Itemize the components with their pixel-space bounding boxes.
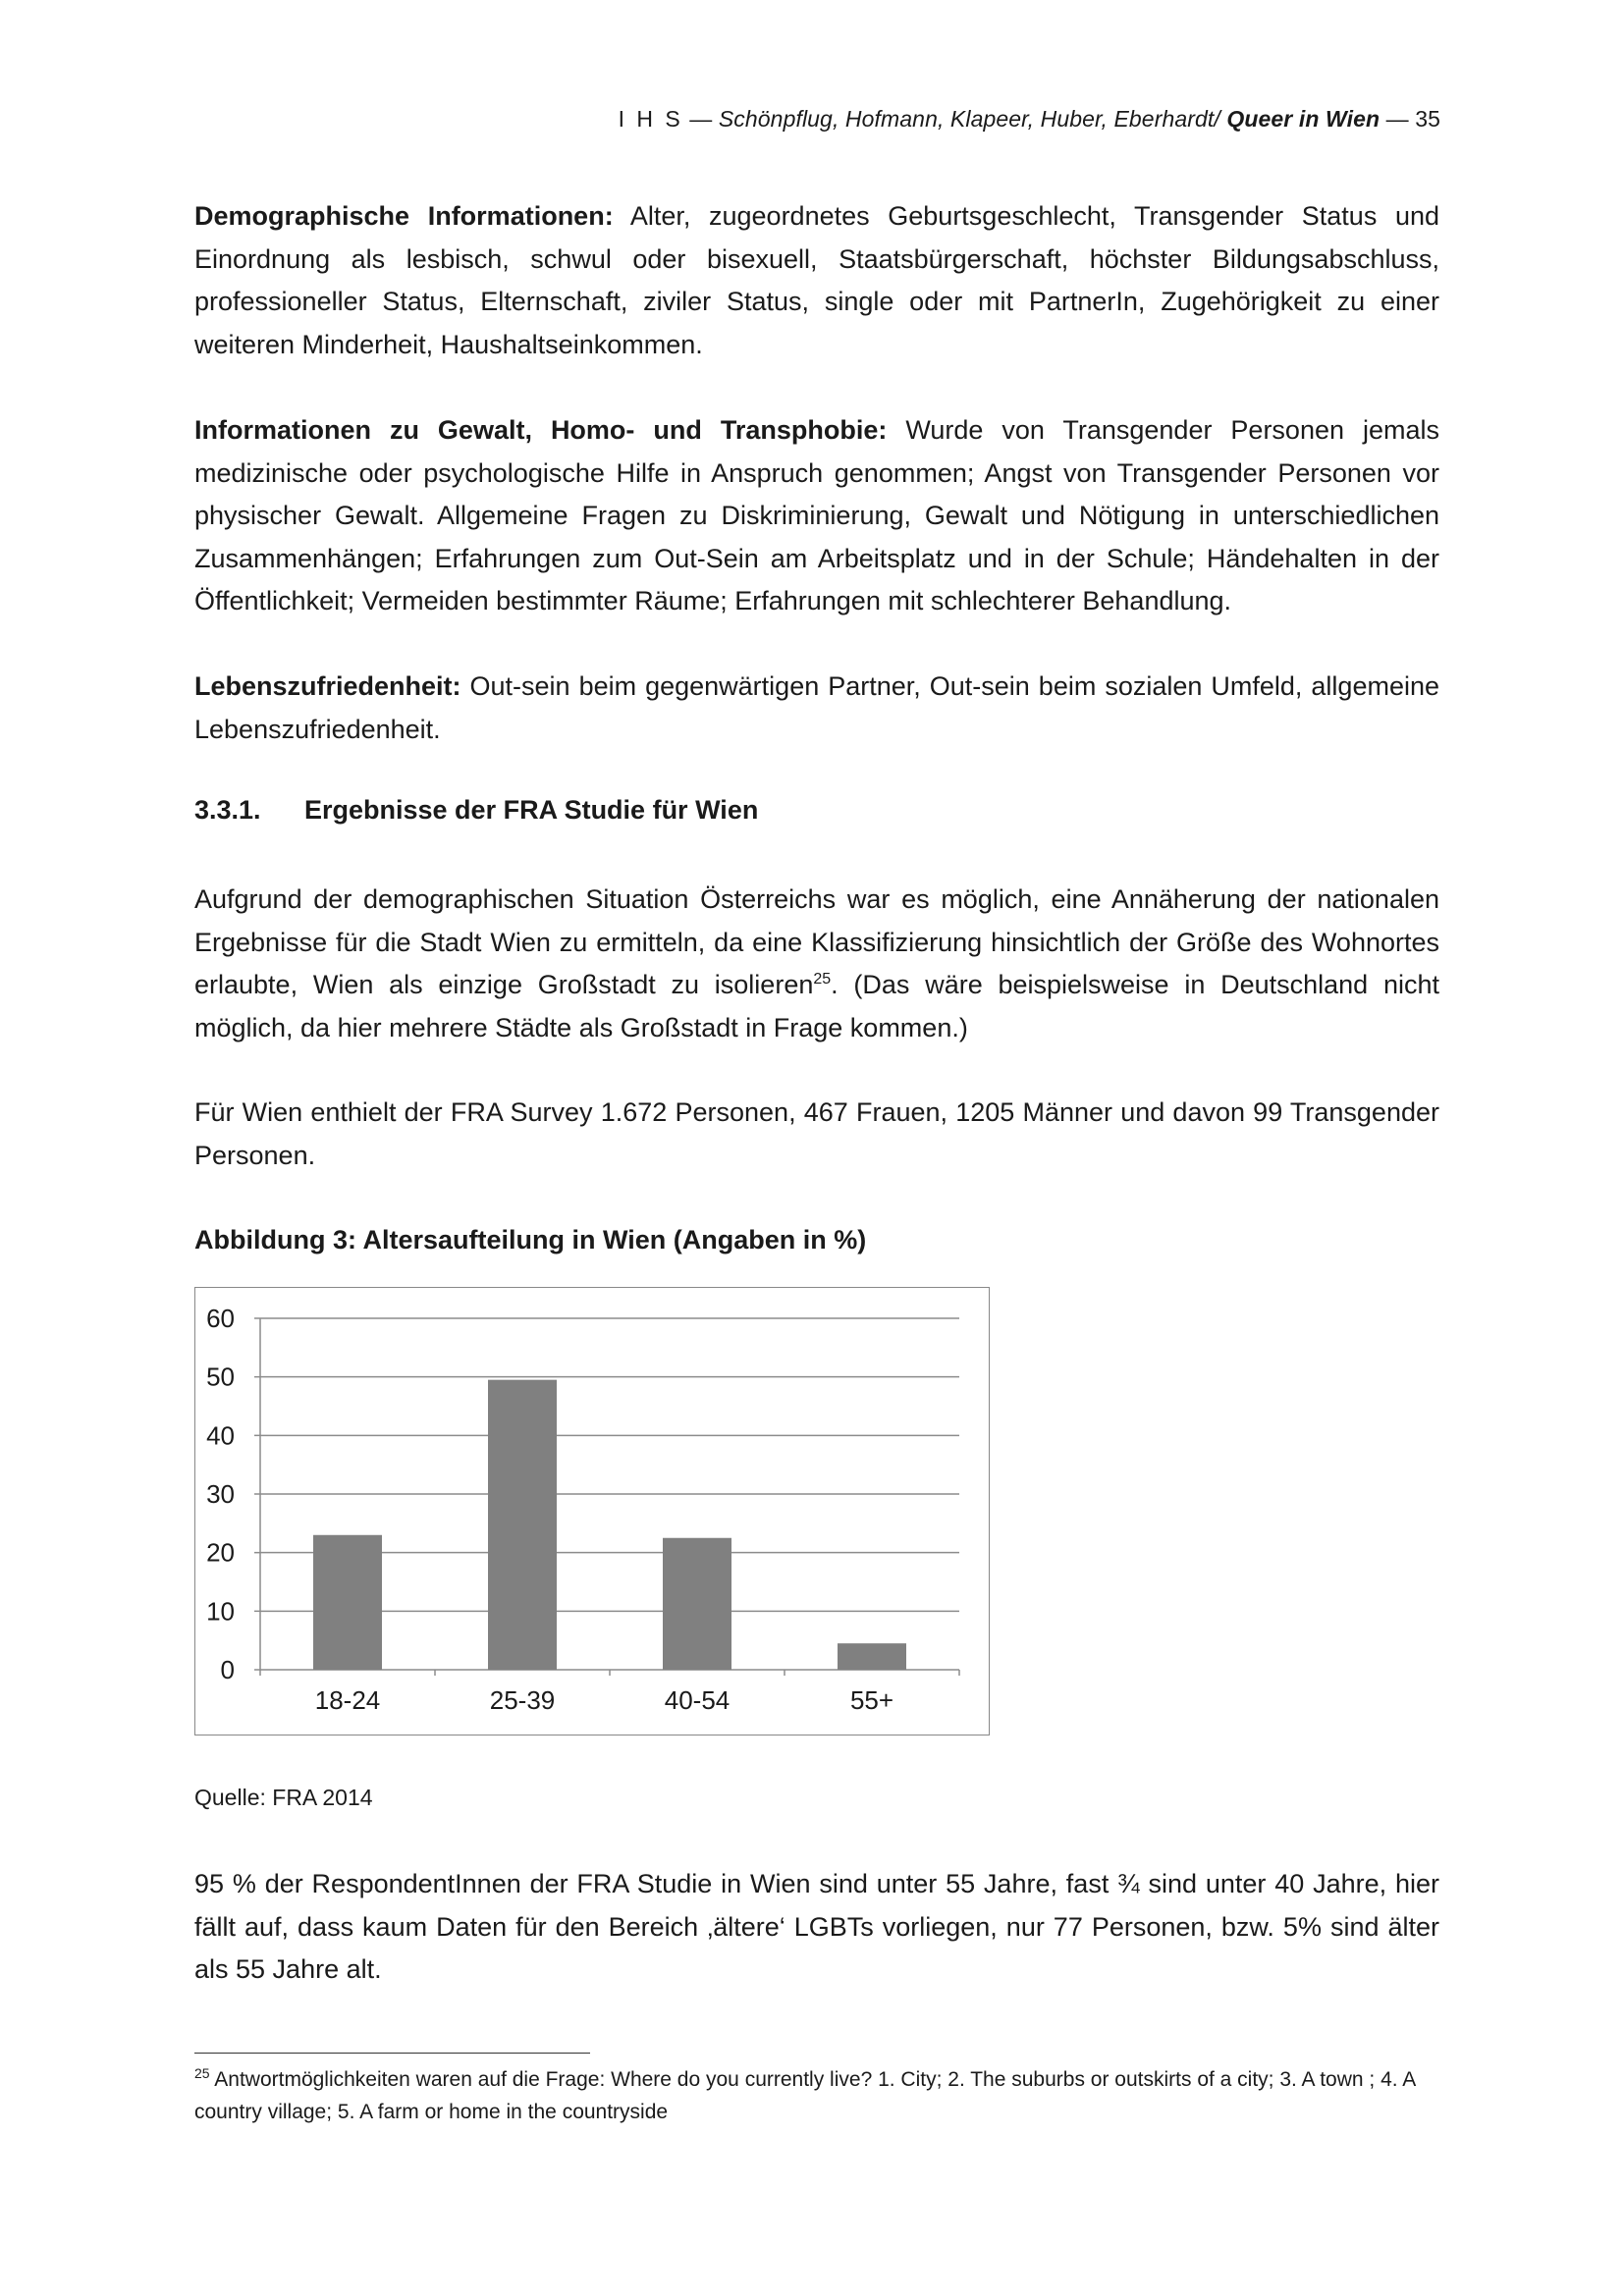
paragraph-conclusion [194, 1863, 1439, 1992]
figure-caption: Abbildung 3: Altersaufteilung in Wien (Angaben in %) [194, 1225, 867, 1255]
header-title: Queer in Wien [1226, 106, 1380, 132]
bar-chart [194, 1287, 990, 1735]
y-tick-label: 10 [206, 1596, 235, 1627]
x-category-label: 25-39 [489, 1685, 556, 1715]
satisfaction-label: Lebenszufriedenheit: [194, 671, 461, 701]
paragraph-demographics [194, 195, 1439, 366]
running-header [619, 106, 1440, 133]
section-number: 3.3.1. [194, 795, 261, 825]
y-tick-label: 60 [206, 1304, 235, 1333]
paragraph-satisfaction [194, 666, 1439, 751]
bar-40-54 [663, 1538, 731, 1670]
paragraph-results [194, 879, 1439, 1049]
header-authors: Schönpflug, Hofmann, Klapeer, Huber, Eberhardt/ [718, 106, 1227, 132]
header-dash: — [1380, 106, 1416, 132]
bar-18-24 [313, 1535, 382, 1670]
footnote-text: Antwortmöglichkeiten waren auf die Frage: Where do you currently live? 1. City; 2. The suburbs or outskirts of a city; 3. A town ; 4. A country village; 5. A farm or home in the countryside [194, 2068, 1416, 2123]
y-tick-label: 40 [206, 1420, 235, 1451]
footnote-number: 25 [194, 2065, 210, 2081]
bar-55+ [838, 1643, 906, 1670]
footnote [194, 2063, 1443, 2128]
paragraph-survey [194, 1092, 1439, 1177]
satisfaction-text: Out-sein beim gegenwärtigen Partner, Out-sein beim sozialen Umfeld, allgemeine Lebenszufriedenheit. [194, 671, 1439, 744]
chart-svg [195, 1288, 991, 1736]
results-text-end: . (Das wäre beispielsweise in Deutschland nicht möglich, da hier mehrere Städte als Großstadt in Frage kommen.) [194, 970, 1439, 1042]
footnote-reference[interactable]: 25 [813, 971, 832, 988]
demographics-text: Alter, zugeordnetes Geburtsgeschlecht, Transgender Status und Einordnung als lesbisch, schwul oder bisexuell, Staatsbürgerschaft, höchster Bildungsabschluss, professioneller Status, Elternschaft, ziviler Status, single oder mit PartnerIn, Zugehörigkeit zu einer weiteren Minderheit, Haushaltseinkommen. [194, 201, 1440, 359]
header-dash: — [682, 106, 719, 132]
results-text: Aufgrund der demographischen Situation Österreichs war es möglich, eine Annäherung der nationalen Ergebnisse für die Stadt Wien zu ermitteln, da eine Klassifizierung hinsichtlich der Größe des Wohnortes erlaubte, Wien als einzige Großstadt zu isolieren [194, 884, 1439, 1000]
violence-text: Wurde von Transgender Personen jemals medizinische oder psychologische Hilfe in Anspruch genommen; Angst von Transgender Personen vor physischer Gewalt. Allgemeine Fragen zu Diskriminierung, Gewalt und Nötigung in unterschiedlichen Zusammenhängen; Erfahrungen zum Out-Sein am Arbeitsplatz und in der Schule; Händehalten in der Öffentlichkeit; Vermeiden bestimmter Räume; Erfahrungen mit schlechterer Behandlung. [194, 415, 1439, 616]
violence-label: Informationen zu Gewalt, Homo- und Transphobie: [194, 415, 888, 445]
survey-text: Für Wien enthielt der FRA Survey 1.672 Personen, 467 Frauen, 1205 Männer und davon 99 Transgender Personen. [194, 1097, 1439, 1170]
figure-source: Quelle: FRA 2014 [194, 1785, 373, 1810]
x-category-label: 18-24 [314, 1685, 381, 1715]
conclusion-text: 95 % der RespondentInnen der FRA Studie in Wien sind unter 55 Jahre, fast ¾ sind unter 40 Jahre, hier fällt auf, dass kaum Daten für den Bereich ‚ältere‘ LGBTs vorliegen, nur 77 Personen, bzw. 5% sind älter als 55 Jahre alt. [194, 1869, 1439, 1985]
paragraph-violence [194, 409, 1439, 623]
page-number: 35 [1415, 106, 1440, 132]
x-category-label: 40-54 [664, 1685, 731, 1715]
y-tick-label: 30 [206, 1479, 235, 1509]
bar-25-39 [488, 1380, 557, 1670]
y-tick-label: 0 [220, 1655, 235, 1684]
x-category-label: 55+ [849, 1685, 894, 1715]
footnote-divider [194, 2053, 590, 2054]
section-heading [194, 795, 758, 826]
y-tick-label: 20 [206, 1537, 235, 1568]
header-ihs: I H S [618, 106, 683, 132]
demographics-label: Demographische Informationen: [194, 201, 614, 231]
y-tick-label: 50 [206, 1362, 235, 1392]
section-title: Ergebnisse der FRA Studie für Wien [304, 795, 759, 825]
